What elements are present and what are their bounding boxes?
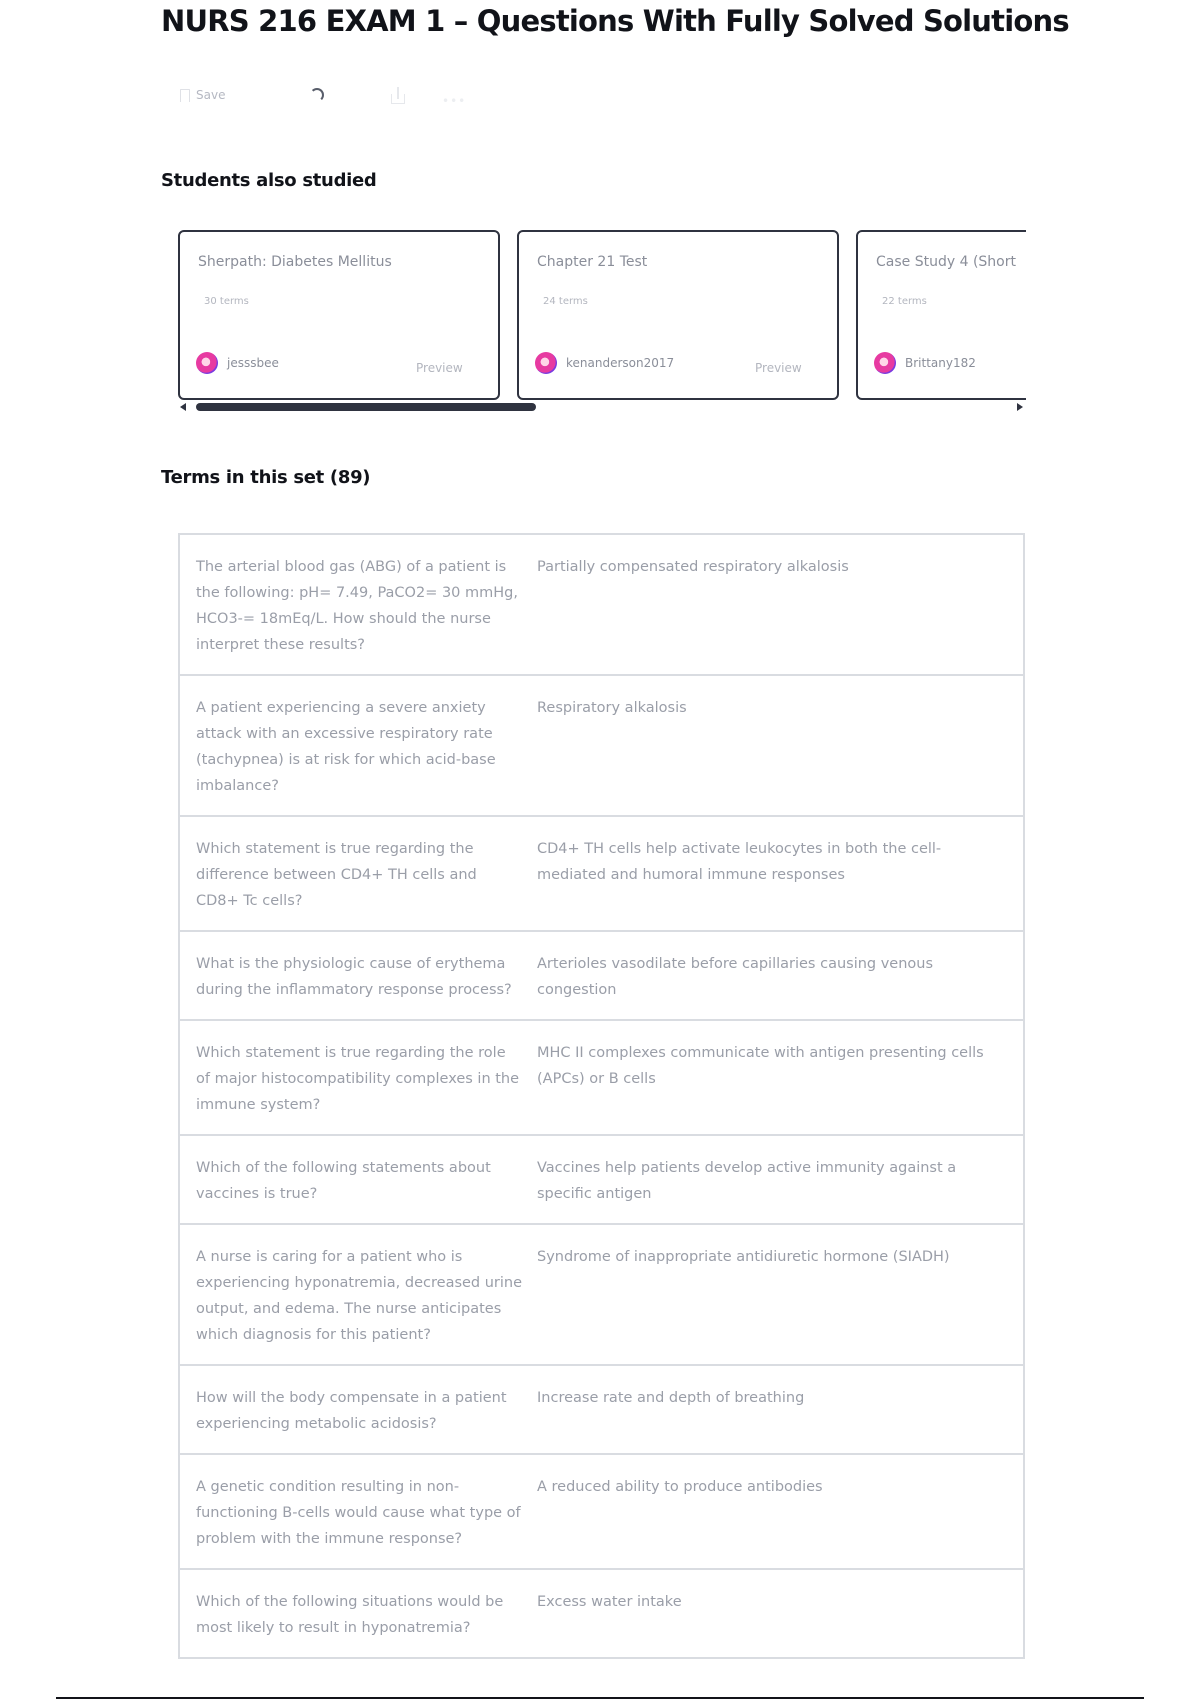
term-text: What is the physiologic cause of erythema during the inflammatory response process? bbox=[196, 956, 512, 998]
term-row[interactable] bbox=[180, 1225, 1023, 1366]
definition-text: Increase rate and depth of breathing bbox=[537, 1390, 805, 1406]
save-label: Save bbox=[196, 88, 226, 102]
page-title: NURS 216 EXAM 1 – Questions With Fully Solved Solutions bbox=[161, 4, 1069, 38]
card-username: jesssbee bbox=[227, 356, 279, 370]
more-options-icon[interactable]: ••• bbox=[442, 94, 467, 108]
share-icon[interactable] bbox=[390, 87, 406, 105]
term-text: A genetic condition resulting in non-functioning B-cells would cause what type of problem with the immune response? bbox=[196, 1479, 521, 1547]
term-text: How will the body compensate in a patient experiencing metabolic acidosis? bbox=[196, 1390, 507, 1432]
students-also-studied-heading: Students also studied bbox=[161, 170, 377, 191]
scroll-left-arrow-icon[interactable] bbox=[180, 403, 186, 411]
card-preview-button[interactable]: Preview bbox=[755, 361, 802, 375]
term-row[interactable] bbox=[180, 1366, 1023, 1455]
card-term-count: 30 terms bbox=[204, 296, 249, 307]
definition-text: MHC II complexes communicate with antigen presenting cells (APCs) or B cells bbox=[537, 1045, 984, 1087]
term-row[interactable] bbox=[180, 676, 1023, 817]
avatar bbox=[874, 352, 896, 374]
term-text: Which of the following statements about vaccines is true? bbox=[196, 1160, 491, 1202]
definition-text: Excess water intake bbox=[537, 1594, 682, 1610]
avatar bbox=[535, 352, 557, 374]
avatar bbox=[196, 352, 218, 374]
term-text: Which statement is true regarding the role of major histocompatibility complexes in the immune system? bbox=[196, 1045, 520, 1113]
term-text: A patient experiencing a severe anxiety attack with an excessive respiratory rate (tachypnea) is at risk for which acid-base imbalance? bbox=[196, 700, 496, 794]
term-row[interactable] bbox=[180, 817, 1023, 932]
term-text: Which statement is true regarding the difference between CD4+ TH cells and CD8+ Tc cells? bbox=[196, 841, 477, 909]
card-username: kenanderson2017 bbox=[566, 356, 675, 370]
term-row[interactable] bbox=[180, 1455, 1023, 1570]
scroll-right-arrow-icon[interactable] bbox=[1017, 403, 1023, 411]
card-term-count: 24 terms bbox=[543, 296, 588, 307]
definition-text: A reduced ability to produce antibodies bbox=[537, 1479, 823, 1495]
footer-divider bbox=[56, 1697, 1144, 1699]
definition-text: Vaccines help patients develop active immunity against a specific antigen bbox=[537, 1160, 957, 1202]
card-preview-button[interactable]: Preview bbox=[416, 361, 463, 375]
study-set-carousel bbox=[178, 230, 1026, 425]
save-button[interactable] bbox=[180, 88, 225, 102]
definition-text: Partially compensated respiratory alkalosis bbox=[537, 559, 849, 575]
terms-table bbox=[178, 533, 1025, 1659]
study-set-card[interactable] bbox=[517, 230, 839, 400]
card-username: Brittany182 bbox=[905, 356, 976, 370]
definition-text: Respiratory alkalosis bbox=[537, 700, 687, 716]
carousel-scrollbar[interactable] bbox=[180, 403, 1023, 413]
card-title: Case Study 4 (Short bbox=[876, 254, 1016, 270]
term-row[interactable] bbox=[180, 932, 1023, 1021]
term-row[interactable] bbox=[180, 1021, 1023, 1136]
definition-text: Arterioles vasodilate before capillaries causing venous congestion bbox=[537, 956, 934, 998]
study-set-card[interactable] bbox=[178, 230, 500, 400]
bookmark-icon bbox=[180, 89, 190, 102]
terms-heading: Terms in this set (89) bbox=[161, 467, 371, 488]
term-row[interactable] bbox=[180, 1570, 1023, 1657]
term-text: The arterial blood gas (ABG) of a patient is the following: pH= 7.49, PaCO2= 30 mmHg, HCO3-= 18mEq/L. How should the nurse interpret these results? bbox=[196, 559, 518, 653]
term-text: A nurse is caring for a patient who is experiencing hyponatremia, decreased urine output, and edema. The nurse anticipates which diagnosis for this patient? bbox=[196, 1249, 523, 1343]
definition-text: CD4+ TH cells help activate leukocytes in both the cell-mediated and humoral immune responses bbox=[537, 841, 942, 883]
loading-spinner-icon bbox=[310, 88, 324, 102]
card-title: Sherpath: Diabetes Mellitus bbox=[198, 254, 392, 270]
study-set-card[interactable] bbox=[856, 230, 1026, 400]
term-text: Which of the following situations would be most likely to result in hyponatremia? bbox=[196, 1594, 504, 1636]
card-term-count: 22 terms bbox=[882, 296, 927, 307]
card-title: Chapter 21 Test bbox=[537, 254, 648, 270]
term-row[interactable] bbox=[180, 1136, 1023, 1225]
scrollbar-thumb[interactable] bbox=[196, 403, 536, 411]
definition-text: Syndrome of inappropriate antidiuretic hormone (SIADH) bbox=[537, 1249, 950, 1265]
toolbar bbox=[180, 86, 480, 112]
term-row[interactable] bbox=[180, 535, 1023, 676]
